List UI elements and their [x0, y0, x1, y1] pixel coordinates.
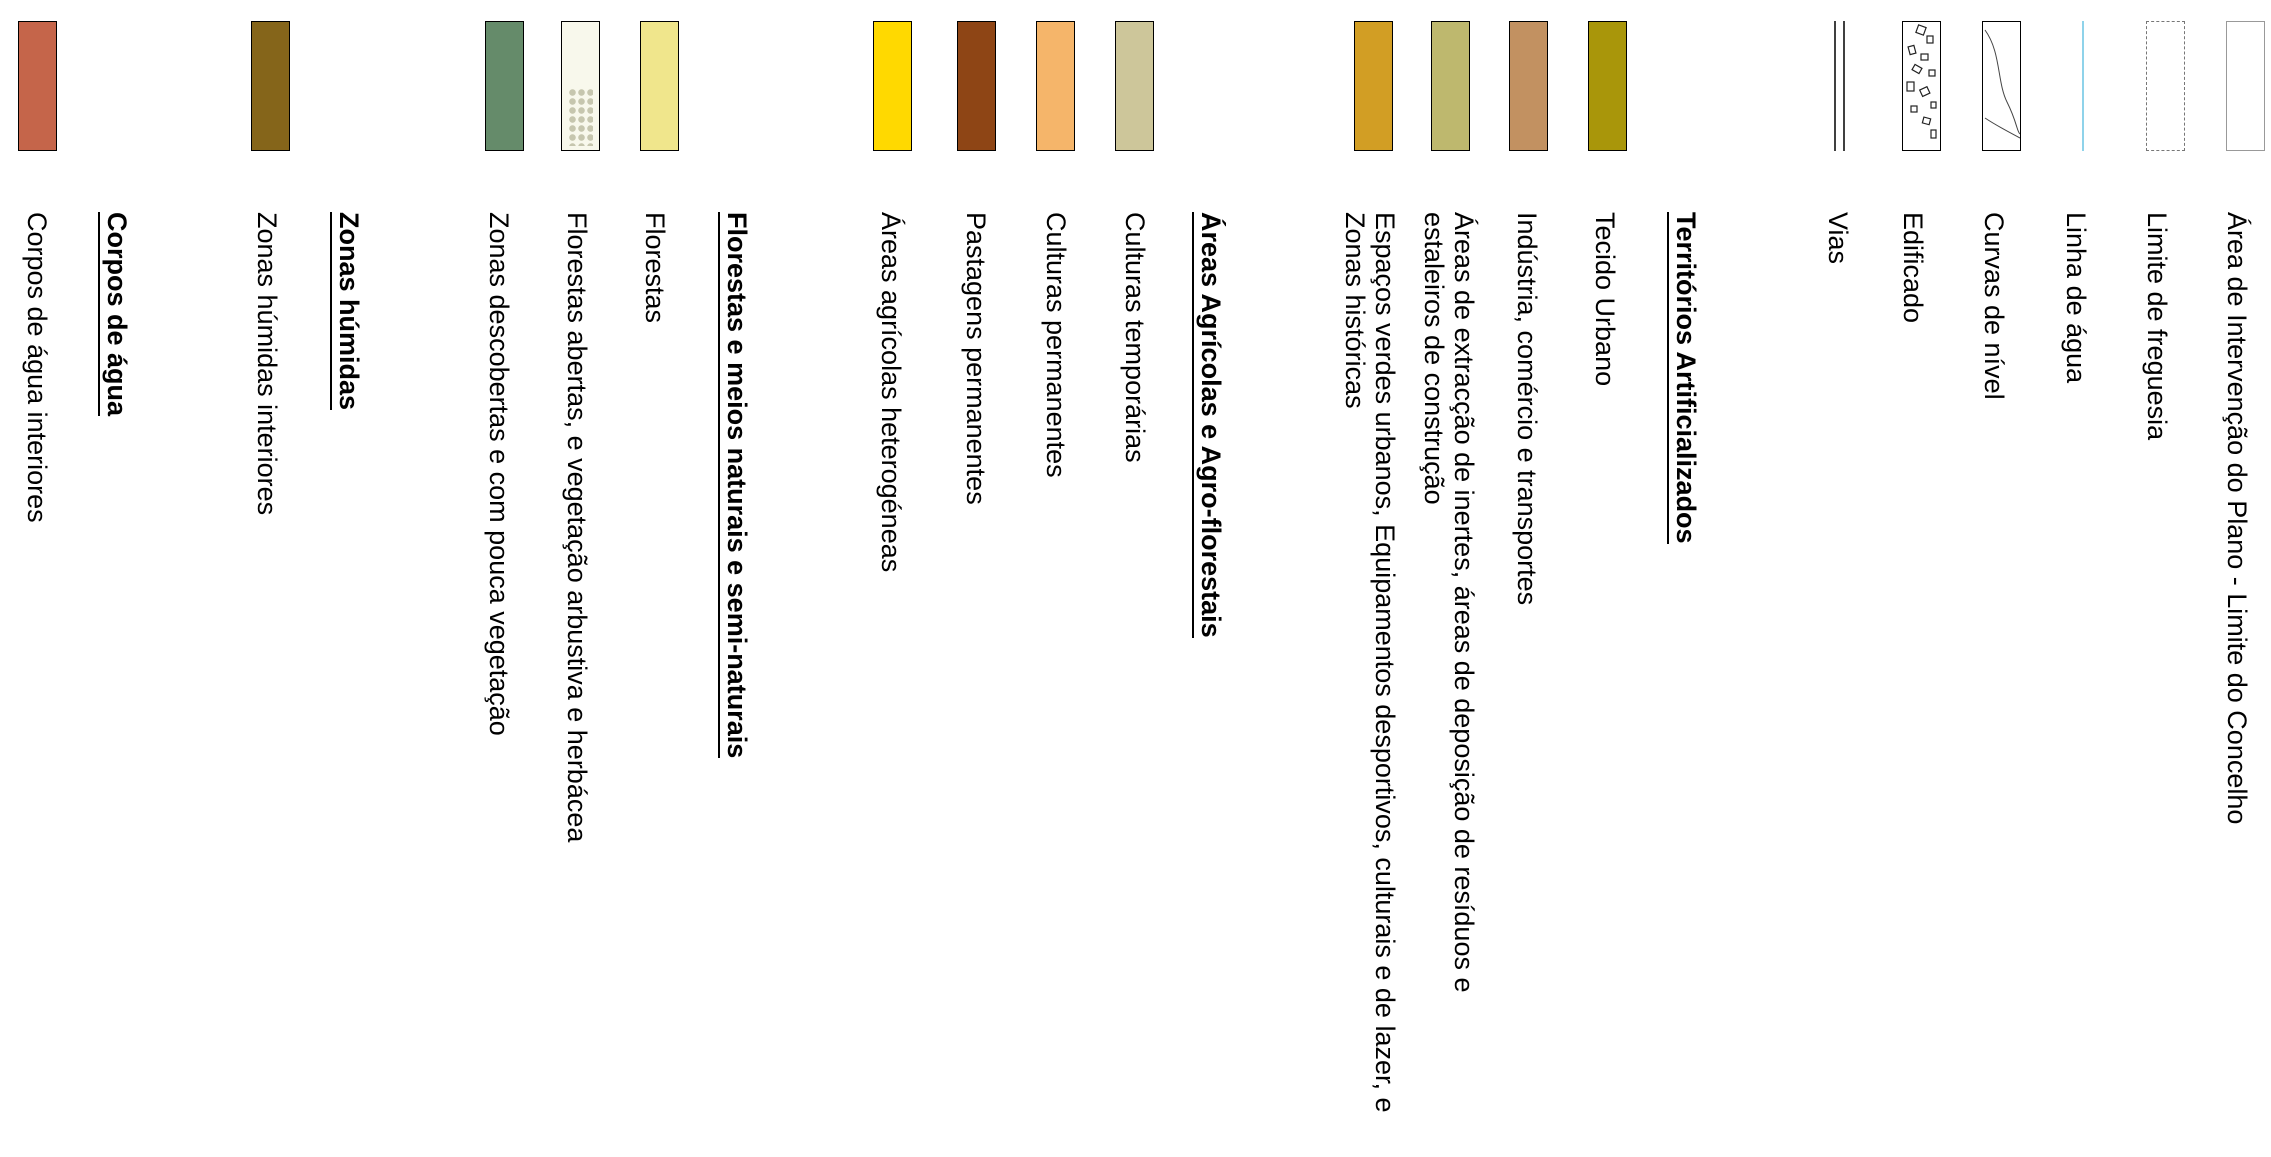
- label-limite-freguesia: Limite de freguesia: [2142, 212, 2172, 441]
- header-agua: Corpos de água: [98, 212, 132, 416]
- swatch-industria: [1509, 21, 1548, 151]
- swatch-limite-freguesia: [2146, 21, 2185, 151]
- label-culturas-temporarias: Culturas temporárias: [1120, 212, 1150, 463]
- swatch-florestas: [640, 21, 679, 151]
- florestas-abertas-pattern: [568, 88, 593, 146]
- label-vias: Vias: [1823, 212, 1853, 265]
- label-florestas: Florestas: [640, 212, 670, 324]
- swatch-zonas-descobertas: [485, 21, 524, 151]
- swatch-tecido-urbano: [1588, 21, 1627, 151]
- label-culturas-permanentes: Culturas permanentes: [1041, 212, 1071, 478]
- label-espacos-verdes-line2: Zonas históricas: [1340, 212, 1370, 409]
- label-curvas-nivel: Curvas de nível: [1979, 212, 2009, 400]
- label-agricolas-heterogeneas: Áreas agrícolas heterogéneas: [876, 212, 906, 573]
- header-humidas: Zonas húmidas: [330, 212, 364, 410]
- swatch-culturas-permanentes: [1036, 21, 1075, 151]
- label-limite-plano: Área de Intervenção do Plano - Limite do Concelho: [2222, 212, 2252, 825]
- swatch-limite-plano: [2226, 21, 2265, 151]
- label-industria: Indústria, comércio e transportes: [1512, 212, 1542, 606]
- label-tecido-urbano: Tecido Urbano: [1590, 212, 1620, 387]
- swatch-curvas-nivel: [1982, 21, 2021, 151]
- label-zonas-humidas: Zonas húmidas interiores: [252, 212, 282, 516]
- label-linha-agua: Linha de água: [2061, 212, 2091, 384]
- curvas-nivel-icon: [1983, 22, 2020, 150]
- swatch-extracao: [1431, 21, 1470, 151]
- label-edificado: Edificado: [1898, 212, 1928, 324]
- swatch-espacos-verdes: [1354, 21, 1393, 151]
- label-extracao-line2: estaleiros de construção: [1419, 212, 1449, 505]
- swatch-edificado: [1902, 21, 1941, 151]
- swatch-pastagens: [957, 21, 996, 151]
- header-agricolas: Áreas Agrícolas e Agro-florestais: [1192, 212, 1226, 638]
- swatch-zonas-humidas: [251, 21, 290, 151]
- label-extracao: Áreas de extracção de inertes, áreas de deposição de resíduos e: [1449, 212, 1479, 993]
- swatch-corpos-agua: [18, 21, 57, 151]
- label-corpos-agua: Corpos de água interiores: [22, 212, 52, 523]
- header-florestas: Florestas e meios naturais e semi-naturais: [718, 212, 752, 758]
- label-zonas-descobertas: Zonas descobertas e com pouca vegetação: [484, 212, 514, 736]
- header-territorios: Territórios Artificializados: [1667, 212, 1701, 544]
- swatch-florestas-abertas: [561, 21, 600, 151]
- label-pastagens: Pastagens permanentes: [961, 212, 991, 505]
- edificado-icon: [1903, 22, 1940, 150]
- label-florestas-abertas: Florestas abertas, e vegetação arbustiva e herbácea: [562, 212, 592, 843]
- swatch-agricolas-heterogeneas: [873, 21, 912, 151]
- label-espacos-verdes: Espaços verdes urbanos, Equipamentos desportivos, culturais e de lazer, e: [1370, 212, 1400, 1113]
- swatch-culturas-temporarias: [1115, 21, 1154, 151]
